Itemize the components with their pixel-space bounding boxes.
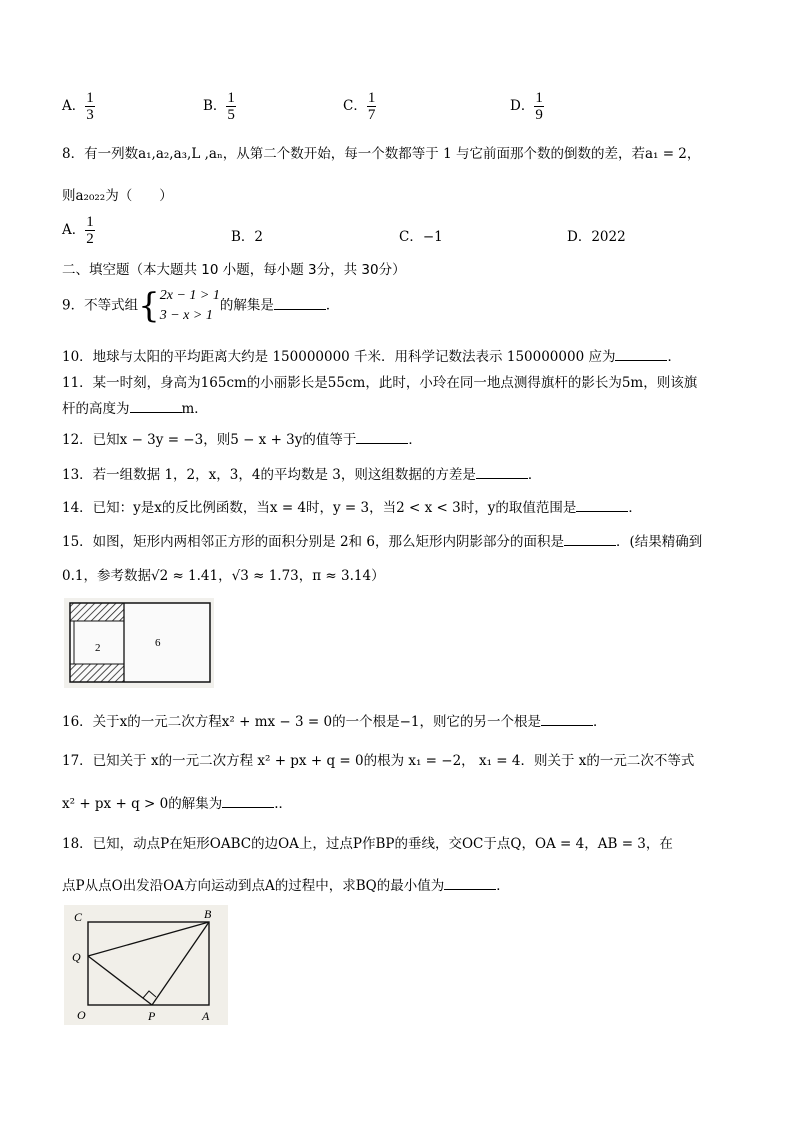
q7-option-a: A． $\frac{1}{3}$ — [62, 90, 94, 123]
q12: 12．已知x − 3y = −3，则5 − x + 3y的值等于 ． — [62, 432, 422, 448]
q17-line1: 17．已知关于 x的一元二次方程 x² + px + q = 0的根为 x₁ = −2， x₁ = 4．则关于 x的一元二次不等式 — [62, 753, 695, 769]
q7-option-d: D． $\frac{1}{9}$ — [510, 90, 543, 123]
q10: 10．地球与太阳的平均距离大约是 150000000 千米．用科学记数法表示 150000000 应为 ． — [62, 349, 681, 365]
answer-blank[interactable] — [476, 466, 528, 479]
answer-blank[interactable] — [541, 713, 593, 726]
answer-blank[interactable] — [576, 499, 628, 512]
answer-blank[interactable] — [564, 533, 616, 546]
shaded-bottom — [70, 664, 124, 682]
q13: 13．若一组数据 1，2，x，3，4的平均数是 3，则这组数据的方差是 ． — [62, 467, 542, 483]
answer-blank[interactable] — [356, 431, 408, 444]
answer-blank[interactable] — [444, 877, 496, 890]
q15-figure — [64, 598, 214, 688]
q7-option-c: C． $\frac{1}{7}$ — [343, 90, 376, 123]
large-square-label: 6 — [155, 637, 161, 649]
q8-line1: 8．有一列数a₁,a₂,a₃,L ,aₙ，从第二个数开始，每一个数都等于 1 与它前面那个数的倒数的差，若a₁ = 2， — [62, 146, 701, 162]
answer-blank[interactable] — [222, 795, 274, 808]
section-title: 二、填空题（本大题共 10 小题，每小题 3分，共 30分） — [62, 262, 406, 278]
label-c: C — [74, 910, 83, 924]
label-o: O — [77, 1008, 86, 1022]
q9: 9．不等式组{ 2x − 1 > 1 3 − x > 1 的解集是 ． — [62, 286, 340, 326]
answer-blank[interactable] — [274, 297, 326, 310]
q8-line2: 则a₂₀₂₂为（ ） — [62, 188, 173, 204]
brace-symbol: { — [138, 286, 160, 326]
q11-line1: 11．某一时刻，身高为165cm的小丽影长是55cm，此时，小玲在同一地点测得旗杆的影长为5m，则该旗 — [62, 375, 698, 391]
q15-line2: 0.1，参考数据√2 ≈ 1.41，√3 ≈ 1.73，π ≈ 3.14） — [62, 568, 385, 584]
q8-option-b: B．2 — [231, 229, 264, 245]
answer-blank[interactable] — [130, 400, 182, 413]
label-a: A — [202, 1009, 210, 1023]
q16: 16．关于x的一元二次方程x² + mx − 3 = 0的一个根是−1，则它的另一个根是 ． — [62, 714, 607, 730]
q18-line1: 18．已知，动点P在矩形OABC的边OA上，过点P作BP的垂线，交OC于点Q，OA = 4，AB = 3，在 — [62, 836, 673, 852]
q17-line2: x² + px + q > 0的解集为 .． — [62, 796, 292, 812]
q18-line2: 点P从点O出发沿OA方向运动到点A的过程中，求BQ的最小值为 ． — [62, 878, 510, 894]
label-p: P — [148, 1009, 156, 1023]
small-square-label: 2 — [95, 642, 101, 654]
q14: 14．已知：y是x的反比例函数，当x = 4时，y = 3，当2 < x < 3时，y的取值范围是 ． — [62, 500, 642, 516]
q18-figure — [64, 905, 228, 1025]
label-q: Q — [72, 950, 81, 964]
shaded-top — [70, 603, 124, 621]
answer-blank[interactable] — [615, 348, 667, 361]
q8-option-c: C．−1 — [399, 229, 443, 245]
q15-line1: 15．如图，矩形内两相邻正方形的面积分别是 2和 6，那么矩形内阴影部分的面积是 ．(结果精确到 — [62, 534, 703, 550]
q8-option-a: A． $\frac{1}{2}$ — [62, 214, 94, 247]
label-b: B — [204, 907, 212, 921]
q11-line2: 杆的高度为 m． — [62, 401, 208, 417]
q7-option-b: B． $\frac{1}{5}$ — [203, 90, 235, 123]
q8-option-d: D．2022 — [567, 229, 626, 245]
